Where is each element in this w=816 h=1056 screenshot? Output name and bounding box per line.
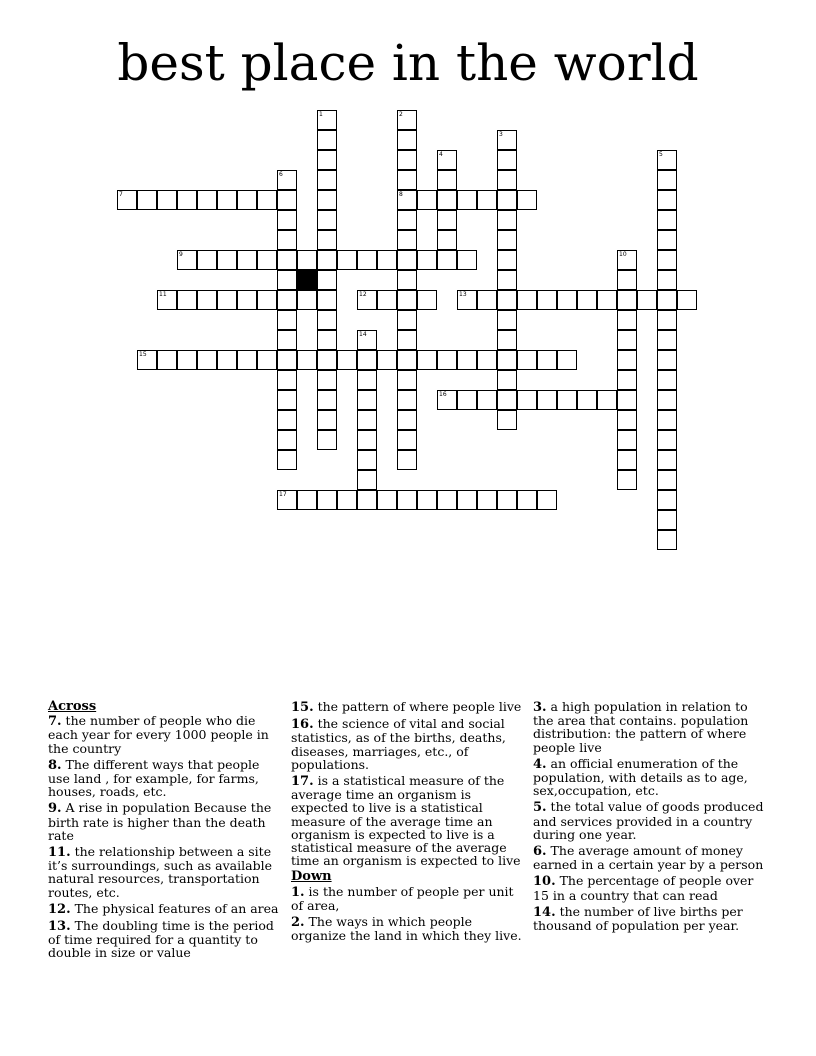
- clue-text: The physical features of an area: [70, 900, 279, 916]
- grid-cell[interactable]: [657, 210, 677, 230]
- grid-cell[interactable]: [397, 170, 417, 190]
- grid-cell[interactable]: [397, 490, 417, 510]
- grid-cell[interactable]: [317, 430, 337, 450]
- grid-cell[interactable]: [397, 290, 417, 310]
- grid-cell[interactable]: [497, 390, 517, 410]
- grid-cell[interactable]: [317, 350, 337, 370]
- grid-cell[interactable]: [417, 290, 437, 310]
- grid-cell[interactable]: [317, 190, 337, 210]
- grid-cell[interactable]: [497, 190, 517, 210]
- grid-cell[interactable]: [277, 230, 297, 250]
- grid-cell[interactable]: [277, 430, 297, 450]
- clue-text: a high population in relation to the area that contains. population distribution: the pattern of where people live: [533, 699, 749, 755]
- clue-item: [291, 717, 525, 771]
- grid-cell[interactable]: [437, 170, 457, 190]
- clue-number: 6: [279, 171, 283, 178]
- grid-cell[interactable]: [177, 250, 197, 270]
- clue-text: A rise in population Because the birth rate is higher than the death rate: [48, 800, 272, 843]
- page-title: best place in the world: [117, 34, 699, 92]
- grid-cell[interactable]: [517, 490, 537, 510]
- clue-number-label: 10.: [533, 874, 556, 890]
- grid-cell[interactable]: [657, 370, 677, 390]
- clue-item: [291, 885, 525, 912]
- clue-text: the total value of goods produced and services provided in a country during one year.: [533, 799, 764, 842]
- grid-cell[interactable]: [357, 430, 377, 450]
- grid-cell[interactable]: [657, 510, 677, 530]
- grid-cell[interactable]: [337, 490, 357, 510]
- clue-number: 11: [159, 291, 167, 298]
- grid-cell[interactable]: [377, 350, 397, 370]
- grid-cell[interactable]: [337, 250, 357, 270]
- grid-cell[interactable]: [277, 450, 297, 470]
- clue-number: 7: [119, 191, 123, 198]
- grid-cell[interactable]: [277, 270, 297, 290]
- grid-cell[interactable]: [357, 410, 377, 430]
- grid-cell[interactable]: [317, 170, 337, 190]
- grid-cell[interactable]: [657, 530, 677, 550]
- grid-cell[interactable]: [537, 350, 557, 370]
- grid-cell[interactable]: [397, 270, 417, 290]
- grid-cell[interactable]: [617, 410, 637, 430]
- grid-cell[interactable]: [437, 150, 457, 170]
- grid-cell[interactable]: [197, 250, 217, 270]
- clue-number: 9: [179, 251, 183, 258]
- grid-cell[interactable]: [397, 410, 417, 430]
- grid-cell[interactable]: [317, 370, 337, 390]
- grid-cell[interactable]: [397, 350, 417, 370]
- clue-number-label: 14.: [533, 904, 556, 920]
- grid-cell[interactable]: [157, 290, 177, 310]
- grid-cell[interactable]: [237, 190, 257, 210]
- clue-item: [533, 905, 769, 932]
- grid-cell[interactable]: [557, 290, 577, 310]
- grid-cell[interactable]: [397, 130, 417, 150]
- grid-cell[interactable]: [657, 390, 677, 410]
- clue-item: [291, 915, 525, 942]
- grid-cell[interactable]: [537, 390, 557, 410]
- grid-cell[interactable]: [457, 390, 477, 410]
- grid-cell[interactable]: [657, 190, 677, 210]
- grid-cell[interactable]: [297, 490, 317, 510]
- grid-cell[interactable]: [317, 330, 337, 350]
- clue-number: 16: [439, 391, 447, 398]
- clue-number-label: 6.: [533, 844, 547, 860]
- grid-cell[interactable]: [657, 270, 677, 290]
- grid-cell[interactable]: [617, 330, 637, 350]
- clue-item: [533, 800, 769, 841]
- grid-cell[interactable]: [357, 490, 377, 510]
- grid-cell[interactable]: [317, 390, 337, 410]
- clue-number-label: 9.: [48, 801, 62, 817]
- grid-cell[interactable]: [277, 490, 297, 510]
- grid-cell[interactable]: [257, 350, 277, 370]
- grid-cell[interactable]: [277, 370, 297, 390]
- grid-cell[interactable]: [457, 490, 477, 510]
- grid-cell[interactable]: [437, 350, 457, 370]
- grid-cell[interactable]: [177, 290, 197, 310]
- clue-number-label: 5.: [533, 800, 547, 816]
- clue-item: [533, 757, 769, 798]
- grid-cell[interactable]: [217, 350, 237, 370]
- grid-cell[interactable]: [617, 270, 637, 290]
- grid-cell[interactable]: [637, 290, 657, 310]
- grid-cell[interactable]: [277, 410, 297, 430]
- grid-cell[interactable]: [397, 450, 417, 470]
- grid-cell[interactable]: [137, 190, 157, 210]
- grid-cell[interactable]: [317, 110, 337, 130]
- grid-cell[interactable]: [437, 490, 457, 510]
- grid-cell[interactable]: [277, 390, 297, 410]
- clue-text: is a statistical measure of the average time an organism is expected to live is a statistical measure of the average time an organism is expected to live is a statistical measure of the average time an organism is expected to live: [291, 773, 521, 869]
- grid-cell[interactable]: [317, 310, 337, 330]
- grid-cell[interactable]: [657, 490, 677, 510]
- clue-item: [533, 844, 769, 871]
- grid-cell[interactable]: [517, 190, 537, 210]
- clue-number: 2: [399, 111, 403, 118]
- grid-cell[interactable]: [657, 230, 677, 250]
- grid-cell[interactable]: [517, 390, 537, 410]
- grid-cell[interactable]: [497, 310, 517, 330]
- clue-item: [48, 801, 284, 842]
- grid-cell[interactable]: [497, 230, 517, 250]
- clue-number: 4: [439, 151, 443, 158]
- grid-cell[interactable]: [497, 370, 517, 390]
- clue-number: 3: [499, 131, 503, 138]
- grid-cell[interactable]: [497, 170, 517, 190]
- clue-text: The ways in which people organize the land in which they live.: [291, 914, 522, 944]
- grid-cell[interactable]: [657, 410, 677, 430]
- grid-cell[interactable]: [577, 390, 597, 410]
- grid-cell[interactable]: [657, 310, 677, 330]
- grid-cell[interactable]: [377, 490, 397, 510]
- grid-cell[interactable]: [617, 290, 637, 310]
- grid-cell[interactable]: [537, 490, 557, 510]
- clue-number-label: 2.: [291, 915, 305, 931]
- grid-cell[interactable]: [397, 190, 417, 210]
- grid-cell[interactable]: [477, 190, 497, 210]
- clue-text: The different ways that people use land , for example, for farms, houses, roads, etc.: [48, 756, 260, 800]
- grid-cell[interactable]: [397, 230, 417, 250]
- grid-cell[interactable]: [497, 210, 517, 230]
- clue-item: [291, 700, 525, 714]
- clue-item: [533, 874, 769, 901]
- down-heading: Down: [291, 869, 332, 885]
- grid-cell[interactable]: [197, 350, 217, 370]
- grid-cell[interactable]: [457, 190, 477, 210]
- grid-cell[interactable]: [397, 430, 417, 450]
- grid-cell[interactable]: [217, 290, 237, 310]
- grid-cell[interactable]: [397, 110, 417, 130]
- clue-text: the relationship between a site it’s surroundings, such as available natural resources, transportation routes, etc.: [48, 844, 272, 900]
- grid-cell[interactable]: [297, 250, 317, 270]
- grid-cell[interactable]: [437, 190, 457, 210]
- clue-number-label: 4.: [533, 756, 547, 772]
- grid-cell[interactable]: [297, 350, 317, 370]
- across-clue-list-continued: [291, 700, 525, 867]
- grid-cell[interactable]: [537, 290, 557, 310]
- down-clue-list: [291, 885, 525, 943]
- grid-cell[interactable]: [477, 290, 497, 310]
- grid-cell[interactable]: [517, 290, 537, 310]
- grid-cell[interactable]: [297, 290, 317, 310]
- grid-cell[interactable]: [357, 470, 377, 490]
- grid-cell[interactable]: [457, 350, 477, 370]
- grid-cell[interactable]: [617, 350, 637, 370]
- grid-cell[interactable]: [657, 290, 677, 310]
- grid-cell[interactable]: [597, 390, 617, 410]
- grid-cell[interactable]: [477, 490, 497, 510]
- grid-cell[interactable]: [617, 390, 637, 410]
- clue-number-label: 7.: [48, 714, 62, 730]
- grid-cell[interactable]: [357, 390, 377, 410]
- clue-number-label: 11.: [48, 845, 71, 861]
- grid-cell[interactable]: [317, 410, 337, 430]
- grid-cell[interactable]: [317, 250, 337, 270]
- grid-cell[interactable]: [337, 350, 357, 370]
- grid-cell[interactable]: [277, 290, 297, 310]
- grid-cell[interactable]: [397, 150, 417, 170]
- grid-cell[interactable]: [277, 350, 297, 370]
- clue-number: 14: [359, 331, 367, 338]
- grid-cell[interactable]: [117, 190, 137, 210]
- grid-cell[interactable]: [657, 470, 677, 490]
- grid-cell[interactable]: [497, 290, 517, 310]
- grid-cell[interactable]: [657, 350, 677, 370]
- clue-number-label: 16.: [291, 717, 314, 733]
- grid-cell[interactable]: [277, 250, 297, 270]
- clues-column-2: [291, 700, 525, 945]
- grid-cell[interactable]: [217, 250, 237, 270]
- grid-cell[interactable]: [497, 410, 517, 430]
- grid-cell[interactable]: [617, 370, 637, 390]
- grid-cell[interactable]: [357, 350, 377, 370]
- grid-cell[interactable]: [577, 290, 597, 310]
- grid-cell[interactable]: [437, 210, 457, 230]
- grid-cell[interactable]: [497, 490, 517, 510]
- grid-cell[interactable]: [277, 210, 297, 230]
- clue-text: the science of vital and social statistics, as of the births, deaths, diseases, marriages, etc., of populations.: [291, 716, 506, 772]
- clue-number-label: 17.: [291, 774, 314, 790]
- grid-cell[interactable]: [657, 430, 677, 450]
- clue-number: 13: [459, 291, 467, 298]
- grid-cell[interactable]: [277, 190, 297, 210]
- grid-cell[interactable]: [197, 290, 217, 310]
- clue-item: [291, 774, 525, 867]
- grid-cell[interactable]: [557, 350, 577, 370]
- grid-cell[interactable]: [177, 190, 197, 210]
- grid-cell[interactable]: [497, 150, 517, 170]
- grid-cell[interactable]: [317, 210, 337, 230]
- grid-cell[interactable]: [377, 250, 397, 270]
- grid-cell[interactable]: [377, 290, 397, 310]
- clue-number: 17: [279, 491, 287, 498]
- clue-number: 8: [399, 191, 403, 198]
- grid-cell[interactable]: [237, 290, 257, 310]
- clue-number: 12: [359, 291, 367, 298]
- grid-cell[interactable]: [277, 310, 297, 330]
- grid-cell[interactable]: [357, 330, 377, 350]
- clue-item: [48, 714, 284, 755]
- grid-cell[interactable]: [317, 130, 337, 150]
- black-cell: [297, 270, 317, 290]
- grid-cell[interactable]: [437, 250, 457, 270]
- grid-cell[interactable]: [497, 350, 517, 370]
- grid-cell[interactable]: [357, 450, 377, 470]
- clue-text: an official enumeration of the population, with details as to age, sex,occupation, etc.: [533, 755, 748, 799]
- clue-number: 10: [619, 251, 627, 258]
- clue-number-label: 13.: [48, 919, 71, 935]
- grid-cell[interactable]: [257, 250, 277, 270]
- grid-cell[interactable]: [437, 230, 457, 250]
- clue-number: 5: [659, 151, 663, 158]
- grid-cell[interactable]: [657, 450, 677, 470]
- clue-text: is the number of people per unit of area,: [291, 883, 514, 913]
- across-heading: Across: [48, 699, 97, 714]
- grid-cell[interactable]: [277, 330, 297, 350]
- grid-cell[interactable]: [357, 370, 377, 390]
- grid-cell[interactable]: [397, 370, 417, 390]
- clue-text: the number of people who die each year for every 1000 people in the country: [48, 713, 269, 756]
- grid-cell[interactable]: [417, 190, 437, 210]
- clues-column-3: [533, 700, 769, 935]
- grid-cell[interactable]: [517, 350, 537, 370]
- grid-cell[interactable]: [617, 470, 637, 490]
- grid-cell[interactable]: [397, 390, 417, 410]
- down-clue-list-continued: [533, 700, 769, 932]
- grid-cell[interactable]: [617, 310, 637, 330]
- grid-cell[interactable]: [177, 350, 197, 370]
- grid-cell[interactable]: [357, 250, 377, 270]
- grid-cell[interactable]: [157, 190, 177, 210]
- clue-number-label: 1.: [291, 884, 305, 900]
- clue-item: [48, 919, 284, 960]
- grid-cell[interactable]: [317, 290, 337, 310]
- grid-cell[interactable]: [217, 190, 237, 210]
- clue-text: the pattern of where people live: [313, 699, 522, 714]
- across-clue-list: [48, 714, 284, 959]
- grid-cell[interactable]: [677, 290, 697, 310]
- clue-number-label: 8.: [48, 757, 62, 773]
- clue-item: [48, 845, 284, 899]
- grid-cell[interactable]: [357, 290, 377, 310]
- grid-cell[interactable]: [557, 390, 577, 410]
- grid-cell[interactable]: [257, 190, 277, 210]
- grid-cell[interactable]: [197, 190, 217, 210]
- grid-cell[interactable]: [317, 490, 337, 510]
- grid-cell[interactable]: [237, 250, 257, 270]
- grid-cell[interactable]: [497, 250, 517, 270]
- clue-number-label: 12.: [48, 901, 71, 917]
- grid-cell[interactable]: [617, 450, 637, 470]
- grid-cell[interactable]: [317, 150, 337, 170]
- grid-cell[interactable]: [417, 250, 437, 270]
- grid-cell[interactable]: [617, 430, 637, 450]
- grid-cell[interactable]: [317, 270, 337, 290]
- clue-number: 15: [139, 351, 147, 358]
- clue-number: 1: [319, 111, 323, 118]
- grid-cell[interactable]: [657, 330, 677, 350]
- clue-item: [48, 902, 284, 916]
- grid-cell[interactable]: [497, 130, 517, 150]
- grid-cell[interactable]: [657, 250, 677, 270]
- clue-text: the number of live births per thousand of population per year.: [533, 903, 743, 934]
- grid-cell[interactable]: [657, 170, 677, 190]
- grid-cell[interactable]: [397, 330, 417, 350]
- grid-cell[interactable]: [257, 290, 277, 310]
- grid-cell[interactable]: [497, 330, 517, 350]
- grid-cell[interactable]: [277, 170, 297, 190]
- clue-text: The doubling time is the period of time required for a quantity to double in size or value: [48, 918, 274, 961]
- grid-cell[interactable]: [237, 350, 257, 370]
- clue-item: [533, 700, 769, 754]
- grid-cell[interactable]: [157, 350, 177, 370]
- grid-cell[interactable]: [417, 490, 437, 510]
- grid-cell[interactable]: [477, 390, 497, 410]
- grid-cell[interactable]: [657, 150, 677, 170]
- grid-cell[interactable]: [137, 350, 157, 370]
- grid-cell[interactable]: [317, 230, 337, 250]
- grid-cell[interactable]: [417, 350, 437, 370]
- clue-number-label: 3.: [533, 700, 547, 715]
- clue-text: The average amount of money earned in a certain year by a person: [533, 843, 764, 873]
- clue-item: [48, 758, 284, 799]
- grid-cell[interactable]: [477, 350, 497, 370]
- grid-cell[interactable]: [457, 290, 477, 310]
- clue-number-label: 15.: [291, 700, 314, 715]
- clue-text: The percentage of people over 15 in a country that can read: [533, 873, 754, 903]
- grid-cell[interactable]: [457, 250, 477, 270]
- grid-cell[interactable]: [397, 210, 417, 230]
- grid-cell[interactable]: [437, 390, 457, 410]
- clues-column-1: [48, 700, 284, 963]
- grid-cell[interactable]: [397, 250, 417, 270]
- grid-cell[interactable]: [397, 310, 417, 330]
- grid-cell[interactable]: [497, 270, 517, 290]
- grid-cell[interactable]: [597, 290, 617, 310]
- grid-cell[interactable]: [617, 250, 637, 270]
